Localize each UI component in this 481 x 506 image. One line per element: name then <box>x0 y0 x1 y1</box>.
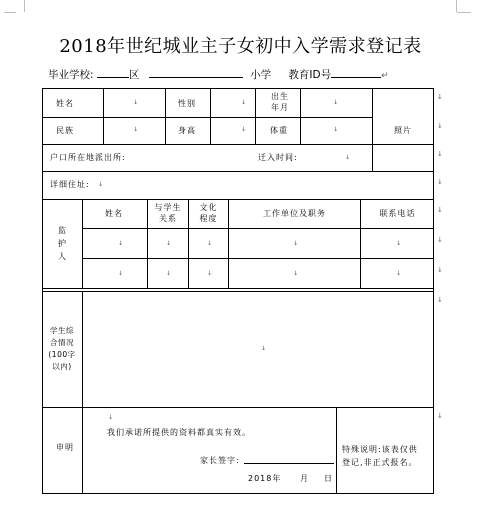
summary-label-line4: 以内) <box>52 362 72 371</box>
row-line-8 <box>42 407 434 408</box>
address-label: 详细住址: <box>50 180 90 189</box>
col-line-d <box>255 88 256 144</box>
row-end-mark: ↓ <box>437 93 443 101</box>
summary-input-area[interactable]: ↓ <box>261 345 267 352</box>
summary-label-line2: 合情况 <box>50 338 74 347</box>
signature-label: 家长签字: <box>200 456 240 465</box>
summary-label-line3: (100字 <box>48 350 76 359</box>
cell-mark: ↓ <box>333 99 339 106</box>
birth-label-line1: 出生 <box>271 92 289 101</box>
cell-mark: ↓ <box>241 126 247 133</box>
primary-school-field[interactable] <box>149 66 243 78</box>
statement-text: 我们承诺所提供的资料都真实有效。 <box>107 428 251 437</box>
cell-mark: ↓ <box>345 154 351 161</box>
cell-mark: ↓ <box>396 270 402 277</box>
col-line-b <box>165 88 166 144</box>
cell-mark: ↓ <box>98 181 104 188</box>
summary-label-line1: 学生综 <box>50 326 74 335</box>
ethnicity-label: 民族 <box>56 126 74 135</box>
guardian-col-label <box>82 199 83 288</box>
crop-mark-top-left-h <box>4 12 16 13</box>
row-line-4 <box>42 199 434 200</box>
guardian-header-relation <box>148 202 188 224</box>
row-end-mark: ↓ <box>437 178 443 186</box>
name-label: 姓名 <box>56 99 74 108</box>
birth-label-line2: 年月 <box>271 103 289 112</box>
cell-mark: ↓ <box>293 270 299 277</box>
graduate-school-label: 毕业学校: <box>48 69 94 81</box>
row-end-mark: ↓ <box>437 236 443 244</box>
crop-mark-top-left <box>16 0 25 12</box>
note-col <box>336 407 337 494</box>
special-note-line2: 登记,非正式报名。 <box>342 458 418 467</box>
col-line-a <box>103 88 104 144</box>
row-end-mark: ↓ <box>437 412 443 420</box>
crop-mark-top-right <box>456 0 465 12</box>
hukou-label: 户口所在地派出所: <box>50 153 126 162</box>
guardian-header-education-line2: 程度 <box>199 214 218 223</box>
cell-mark: ↓ <box>207 270 213 277</box>
cell-mark: ↓ <box>396 240 402 247</box>
cell-mark: ↓ <box>333 126 339 133</box>
education-id-label: 教育ID号 <box>288 69 332 81</box>
cell-mark: ↓ <box>133 126 139 133</box>
summary-col <box>82 291 83 407</box>
row-line-2 <box>42 144 434 145</box>
cell-mark: ↓ <box>108 414 114 421</box>
date-day: 日 <box>324 474 333 483</box>
guardian-header-education <box>189 202 228 224</box>
page-title: 2018年世纪城业主子女初中入学需求登记表 <box>59 36 422 57</box>
statement-label: 申明 <box>56 443 74 452</box>
cell-mark: ↓ <box>241 99 247 106</box>
guardian-header-phone: 联系电话 <box>379 209 416 218</box>
birth-label <box>262 91 298 113</box>
row-end-mark: ↓ <box>437 206 443 214</box>
date-year: 2018年 <box>248 474 282 483</box>
crop-mark-top-right-h <box>457 12 471 13</box>
cell-mark: ↓ <box>118 240 124 247</box>
cell-mark: ↓ <box>293 240 299 247</box>
cell-mark: ↓ <box>207 240 213 247</box>
row-line-3 <box>42 171 434 172</box>
education-id-field[interactable] <box>331 66 381 78</box>
height-label: 身高 <box>178 126 196 135</box>
guardian-header-name: 姓名 <box>105 209 123 218</box>
row-line-6 <box>82 258 434 259</box>
paragraph-mark: ↵ <box>381 71 389 81</box>
row-end-mark: ↓ <box>437 296 443 304</box>
guardian-header-relation-line2: 关系 <box>159 214 177 223</box>
summary-label <box>44 325 80 373</box>
school-line <box>48 66 389 82</box>
cell-mark: ↓ <box>166 270 172 277</box>
district-field[interactable] <box>97 66 129 78</box>
primary-suffix: 小学 <box>250 69 272 81</box>
weight-label: 体重 <box>270 126 288 135</box>
cell-mark: ↓ <box>133 99 139 106</box>
guardian-label-text: 监护人 <box>58 226 66 261</box>
gender-label: 性别 <box>178 99 196 108</box>
row-line-7b <box>42 291 434 292</box>
cell-mark: ↓ <box>166 240 172 247</box>
move-in-time-label: 迁入时间: <box>258 153 298 162</box>
district-suffix: 区 <box>128 69 140 81</box>
special-note-line1: 特殊说明:该表仅供 <box>342 445 418 454</box>
statement-col <box>82 407 83 494</box>
row-line-5 <box>82 228 434 229</box>
guardian-header-education-line1: 文化 <box>199 203 218 212</box>
cell-mark: ↓ <box>118 270 124 277</box>
col-line-c <box>210 88 211 144</box>
guardian-label <box>50 224 74 263</box>
row-end-mark: ↓ <box>437 266 443 274</box>
col-line-e <box>300 88 301 144</box>
guardian-header-work-unit: 工作单位及职务 <box>263 209 326 218</box>
col-line-photo <box>372 88 373 171</box>
date-month: 月 <box>300 474 309 483</box>
row-line-7 <box>42 288 434 289</box>
row-end-mark: ↓ <box>437 150 443 158</box>
photo-label: 照片 <box>394 126 412 135</box>
signature-field[interactable] <box>244 452 334 464</box>
row-line-1 <box>42 117 372 118</box>
guardian-header-relation-line1: 与学生 <box>154 203 182 212</box>
row-end-mark: ↓ <box>437 122 443 130</box>
